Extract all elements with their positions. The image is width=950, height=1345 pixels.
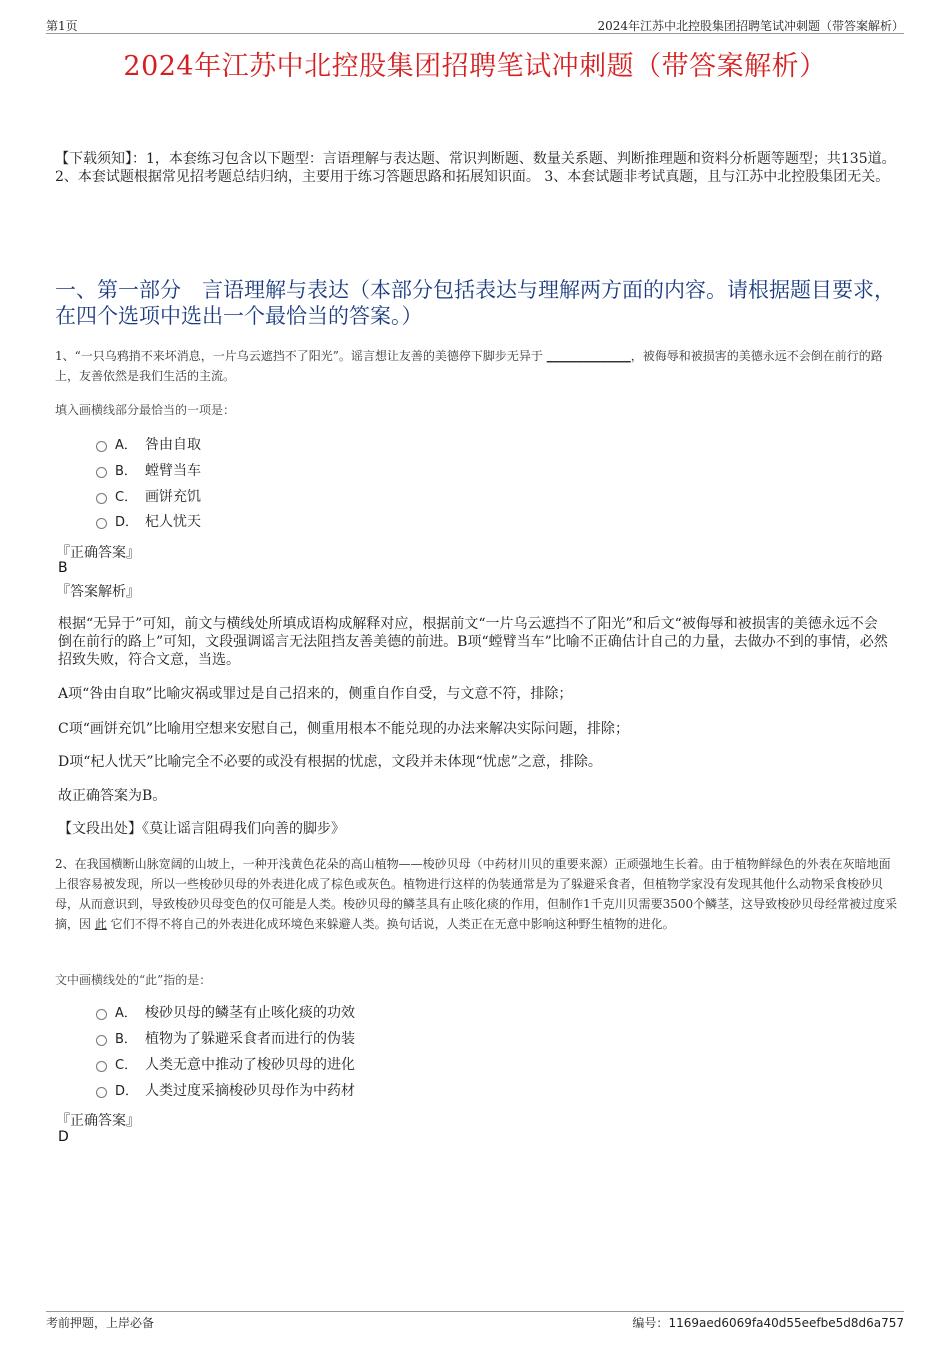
radio-icon[interactable] (96, 441, 107, 452)
question-2-underlined-word: 此 (94, 917, 107, 931)
header-page-number: 第1页 (46, 19, 78, 33)
header-divider (46, 33, 904, 34)
section-heading: 一、第一部分 言语理解与表达（本部分包括表达与理解两方面的内容。请根据题目要求，在四个选项中选出一个最恰当的答案。） (55, 278, 895, 328)
question-1-analysis-paragraph: A项“咎由自取”比喻灾祸或罪过是自己招来的，侧重自作自受，与文意不符，排除； (58, 686, 573, 702)
question-1-stem (55, 346, 900, 386)
footer-divider (46, 1311, 904, 1312)
question-1-analysis-conclusion: 故正确答案为B。 (58, 788, 167, 804)
question-2-answer-label: 『正确答案』 (56, 1113, 140, 1129)
question-1-prompt: 填入画横线部分最恰当的一项是： (55, 403, 236, 417)
question-1-answer: B (58, 560, 68, 576)
radio-icon[interactable] (96, 493, 107, 504)
question-1-analysis-paragraph: 根据“无异于”可知，前文与横线处所填成语构成解释对应，根据前文“一片乌云遮挡不了阳光”和后文“被侮辱和被损害的美德永远不会倒在前行的路上”可知，文段强调谣言无法阻挡友善美德的前进。B项“螳臂当车”比喻不正确估计自己的力量，去做办不到的事情，必然招致失败，符合文意，当选。 (58, 616, 888, 668)
question-2-prompt: 文中画横线处的“此”指的是： (55, 973, 212, 987)
question-2-stem (55, 854, 900, 934)
question-1-source: 【文段出处】《莫让谣言阻碍我们向善的脚步》 (58, 821, 345, 837)
download-notice: 【下载须知】：1，本套练习包含以下题型：言语理解与表达题、常识判断题、数量关系题、判断推理题和资料分析题等题型；共135道。 2、本套试题根据常见招考题总结归纳，主要用于练习答题思路和拓展知识面。 3、本套试题非考试真题，且与江苏中北控股集团无关。 (55, 151, 896, 185)
question-1-answer-label: 『正确答案』 (56, 545, 140, 561)
question-1-analysis-paragraph: C项“画饼充饥”比喻用空想来安慰自己，侧重用根本不能兑现的办法来解决实际问题，排除； (58, 721, 630, 737)
radio-icon[interactable] (96, 1061, 107, 1072)
question-2-option-c[interactable]: C． 人类无意中推动了梭砂贝母的进化 (96, 1055, 355, 1075)
question-1-stem-after: ，被侮辱和被损害的美德永远不会倒在前行的路上，友善依然是我们生活的主流。 (55, 349, 883, 383)
question-1-option-d[interactable]: D． 杞人忧天 (96, 512, 201, 532)
radio-icon[interactable] (96, 467, 107, 478)
question-2-option-d[interactable]: D． 人类过度采摘梭砂贝母作为中药材 (96, 1081, 355, 1101)
header-doc-title: 2024年江苏中北控股集团招聘笔试冲刺题（带答案解析） (597, 19, 904, 33)
footer-slogan: 考前押题，上岸必备 (46, 1316, 155, 1330)
question-2-answer: D (58, 1129, 69, 1145)
radio-icon[interactable] (96, 1009, 107, 1020)
question-1-option-a[interactable]: A． 咎由自取 (96, 435, 201, 455)
footer-code-label: 编号： (632, 1316, 669, 1330)
page-title: 2024年江苏中北控股集团招聘笔试冲刺题（带答案解析） (123, 51, 827, 82)
question-1-option-b[interactable]: B． 螳臂当车 (96, 461, 201, 481)
question-1-analysis-label: 『答案解析』 (56, 584, 140, 600)
footer-code (632, 1314, 904, 1331)
radio-icon[interactable] (96, 1087, 107, 1098)
question-2-stem-before: 2、在我国横断山脉宽阔的山坡上，一种开浅黄色花朵的高山植物——梭砂贝母（中药材川贝的重要来源）正顽强地生长着。由于植物鲜绿色的外表在灰暗地面上很容易被发现，所以一些梭砂贝母的外表进化成了棕色或灰色。植物进行这样的伪装通常是为了躲避采食者，但植物学家没有发现其他什么动物采食梭砂贝母，从而意识到，导致梭砂贝母变色的仅可能是人类。梭砂贝母的鳞茎具有止咳化痰的作用，但制作1千克川贝需要3500个鳞茎，这导致梭砂贝母经常被过度采摘，因 (55, 857, 898, 931)
question-1-option-c[interactable]: C． 画饼充饥 (96, 487, 201, 507)
radio-icon[interactable] (96, 518, 107, 529)
question-1-blank: ______________ (546, 349, 631, 363)
question-2-option-b[interactable]: B． 植物为了躲避采食者而进行的伪装 (96, 1029, 355, 1049)
question-1-stem-before: 1、“一只乌鸦捎不来坏消息，一片乌云遮挡不了阳光”。谣言想让友善的美德停下脚步无异于 (55, 349, 547, 363)
question-2-option-a[interactable]: A． 梭砂贝母的鳞茎有止咳化痰的功效 (96, 1003, 355, 1023)
question-2-stem-after: 它们不得不将自己的外表进化成环境色来躲避人类。换句话说，人类正在无意中影响这种野生植物的进化。 (106, 917, 675, 931)
question-1-analysis-paragraph: D项“杞人忧天”比喻完全不必要的或没有根据的忧虑，文段并未体现“忧虑”之意，排除。 (58, 754, 602, 770)
footer-code-value: 1169aed6069fa40d55eefbe5d8d6a757 (668, 1316, 904, 1330)
radio-icon[interactable] (96, 1035, 107, 1046)
